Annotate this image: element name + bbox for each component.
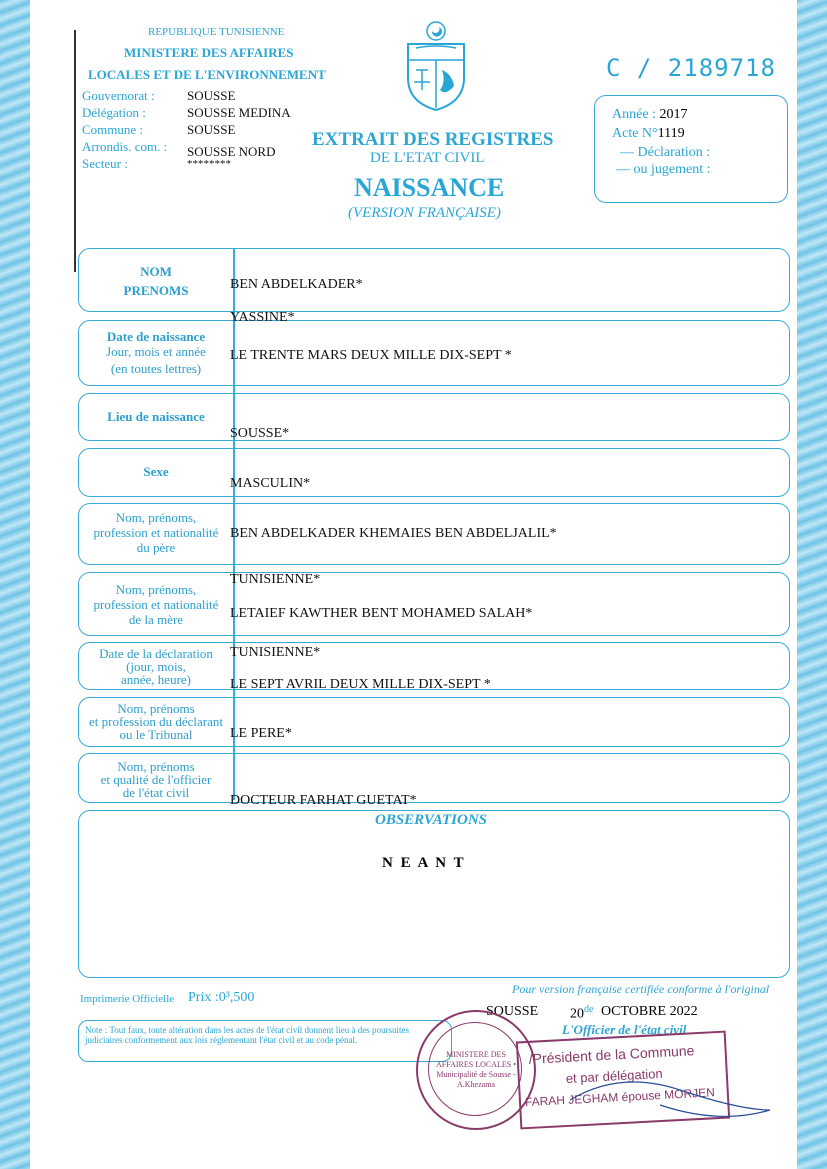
- decl-value: LE SEPT AVRIL DEUX MILLE DIX-SEPT *: [230, 677, 491, 692]
- dob-label2: Jour, mois et année: [106, 344, 206, 359]
- acte-label: Acte N°: [612, 126, 658, 141]
- prix-label: Prix :0³,500: [188, 990, 255, 1005]
- republic-label: REPUBLIQUE TUNISIENNE: [148, 26, 285, 38]
- legal-note-box: [78, 1020, 452, 1062]
- legal-note: Note : Tout faux, toute altération dans les actes de l'état civil donnent lieu à des poursuites judiciaires conformement aux lois réglementant l'état civil et au code pénal.: [85, 1025, 409, 1045]
- field-row: [82, 88, 312, 105]
- signature: [560, 1060, 780, 1130]
- decl-label2: (jour, mois,: [126, 659, 186, 674]
- label-officier: [80, 760, 232, 799]
- mere-nat-value: TUNISIENNE*: [230, 645, 321, 660]
- dob-label1: Date de naissance: [106, 329, 206, 344]
- record-acte: [612, 126, 685, 142]
- pere-label2: profession et nationalité: [93, 525, 219, 540]
- label-declarant: [80, 702, 232, 741]
- field-value: SOUSSE NORD: [187, 144, 276, 159]
- label-sexe: [80, 464, 232, 479]
- prenoms-label: PRENOMS: [123, 283, 189, 298]
- lieu-value: SOUSSE*: [230, 426, 290, 441]
- pere-label3: du père: [136, 540, 176, 555]
- dob-label3: (en toutes lettres): [110, 361, 202, 376]
- observations-title: OBSERVATIONS: [375, 812, 487, 828]
- field-row: [82, 122, 312, 139]
- field-value: ********: [187, 158, 231, 170]
- observations-box: [78, 810, 790, 978]
- certified-label: Pour version française certifiée conforme à l'original: [512, 982, 770, 996]
- mere-value: LETAIEF KAWTHER BENT MOHAMED SALAH*: [230, 606, 533, 621]
- officier-label3: de l'état civil: [122, 785, 190, 800]
- dob-value: LE TRENTE MARS DEUX MILLE DIX-SEPT *: [230, 348, 512, 363]
- field-row: [82, 156, 312, 173]
- label-decl: [80, 647, 232, 686]
- issue-day: [570, 1004, 593, 1023]
- ministry-line1: MINISTERE DES AFFAIRES: [124, 45, 294, 60]
- declarant-label3: ou le Tribunal: [119, 727, 193, 742]
- pere-label1: Nom, prénoms,: [115, 510, 197, 525]
- margin-line: [74, 30, 76, 272]
- field-label: Gouvernorat :: [82, 88, 155, 103]
- day-value: 20: [570, 1006, 584, 1022]
- nom-label: NOM: [140, 264, 172, 279]
- observations-value: N E A N T: [382, 855, 466, 871]
- title-sub: (VERSION FRANÇAISE): [348, 205, 501, 221]
- sexe-label: Sexe: [143, 464, 169, 479]
- officier-value: DOCTEUR FARHAT GUETAT*: [230, 793, 417, 808]
- declarant-label1: Nom, prénoms: [117, 701, 195, 716]
- admin-fields: [82, 88, 312, 173]
- field-label: Secteur :: [82, 156, 128, 171]
- nom-value: BEN ABDELKADER*: [230, 277, 363, 292]
- acte-value: 1119: [657, 126, 685, 141]
- label-pere: [80, 510, 232, 555]
- lieu-label: Lieu de naissance: [107, 409, 205, 424]
- officier-label2: et qualité de l'officier: [100, 772, 212, 787]
- field-value: SOUSSE MEDINA: [187, 105, 291, 120]
- decl-label3: année, heure): [120, 672, 191, 687]
- pere-value: BEN ABDELKADER KHEMAIES BEN ABDELJALIL*: [230, 526, 557, 541]
- label-lieu: [80, 409, 232, 424]
- mere-label3: de la mère: [128, 612, 184, 627]
- sexe-value: MASCULIN*: [230, 476, 311, 491]
- label-dob: [80, 329, 232, 376]
- ministry-line2: LOCALES ET DE L'ENVIRONNEMENT: [88, 67, 326, 82]
- field-label: Délégation :: [82, 105, 146, 120]
- field-row: [82, 139, 312, 159]
- declarant-value: LE PERE*: [230, 726, 292, 741]
- decl-label1: Date de la déclaration: [99, 646, 213, 661]
- field-row: [82, 105, 312, 122]
- stamp-round-text: MINISTERE DES AFFAIRES LOCALES • Municipalité de Sousse - A.Khezama: [436, 1050, 516, 1089]
- label-nom: [80, 264, 232, 298]
- imprimerie-label: Imprimerie Officielle: [80, 993, 175, 1005]
- stamp-line2: et par délégation: [565, 1065, 663, 1086]
- stamp-line3: FARAH JEGHAM épouse MORJEN: [524, 1085, 716, 1110]
- issue-month-year: OCTOBRE 2022: [601, 1004, 698, 1019]
- label-mere: [80, 582, 232, 627]
- serial-number: C / 2189718: [606, 54, 776, 82]
- jugement-label: — ou jugement :: [616, 162, 711, 177]
- field-label: Commune :: [82, 122, 144, 137]
- officier-label1: Nom, prénoms: [117, 759, 195, 774]
- mere-label2: profession et nationalité: [93, 597, 219, 612]
- annee-value: 2017: [659, 107, 688, 122]
- title-line1: EXTRAIT DES REGISTRES: [312, 129, 554, 150]
- coat-of-arms-emblem: [402, 20, 470, 112]
- declarant-label2: et profession du déclarant: [89, 714, 223, 729]
- issue-city: SOUSSE: [486, 1004, 539, 1019]
- officer-title: L'Officier de l'état civil: [562, 1022, 687, 1037]
- decorative-border-left: [0, 0, 30, 1169]
- pere-nat-value: TUNISIENNE*: [230, 572, 321, 587]
- prenom-value: YASSINE*: [230, 310, 295, 325]
- annee-label: Année :: [612, 107, 656, 122]
- title-main: NAISSANCE: [354, 173, 505, 202]
- column-separator: [233, 248, 235, 800]
- declaration-label: — Déclaration :: [620, 145, 711, 160]
- title-line2: DE L'ETAT CIVIL: [370, 150, 485, 166]
- mere-label1: Nom, prénoms,: [115, 582, 197, 597]
- field-value: SOUSSE: [187, 122, 236, 137]
- record-annee: [612, 107, 687, 123]
- decorative-border-right: [797, 0, 827, 1169]
- day-sup: de: [584, 1004, 594, 1015]
- stamp-line1: /Président de la Commune: [528, 1042, 695, 1067]
- field-label: Arrondis. com. :: [82, 139, 168, 154]
- field-value: SOUSSE: [187, 88, 236, 103]
